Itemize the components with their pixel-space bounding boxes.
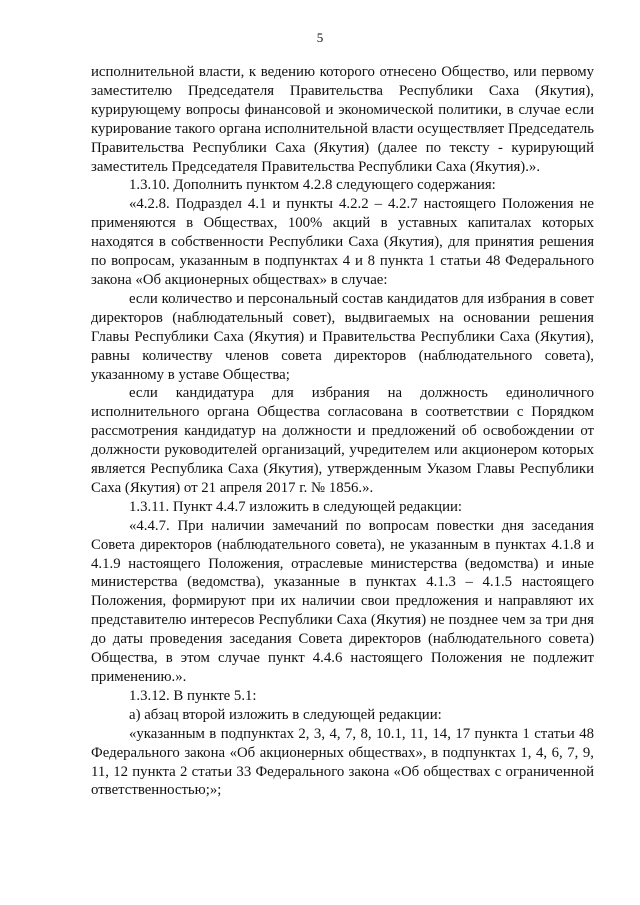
paragraph-4-4-7: «4.4.7. При наличии замечаний по вопросам повестки дня заседания Совета директоров (наблюдательного совета), не указанным в пунктах 4.1.8 и 4.1.9 настоящего Положения, отраслевые министерства (ведомства) и иные министерства (ведомства), указанные в пунктах 4.1.3 – 4.1.5 настоящего Положения, формируют при их наличии свои предложения и направляют их представителю интересов Республики Саха (Якутия) не позднее чем за три дня до даты проведения заседания Совета директоров (наблюдательного совета) Общества, в этом случае пункт 4.4.6 настоящего Положения не подлежит применению.». — [91, 517, 594, 685]
paragraph-4-2-8: «4.2.8. Подраздел 4.1 и пункты 4.2.2 – 4.2.7 настоящего Положения не применяются в Обществах, 100% акций в уставных капиталах которых находятся в собственности Республики Саха (Якутия), для принятия решения по вопросам, указанным в подпунктах 4 и 8 пункта 1 статьи 48 Федерального закона «Об акционерных обществах» в случае: — [91, 196, 594, 288]
paragraph-1-3-11: 1.3.11. Пункт 4.4.7 изложить в следующей редакции: — [129, 498, 463, 515]
paragraph-item-a: а) абзац второй изложить в следующей редакции: — [129, 706, 442, 723]
paragraph-continuation: исполнительной власти, к ведению которого отнесено Общество, или первому заместителю Председателя Правительства Республики Саха (Якутия), курирующему вопросы финансовой и экономической политики, в случае если курирование такого органа исполнительной власти осуществляет Председатель Правительства Республики Саха (Якутия) (далее по тексту - курирующий заместитель Председателя Правительства Республики Саха (Якутия).». — [91, 64, 594, 175]
paragraph-condition-directors: если количество и персональный состав кандидатов для избрания в совет директоров (наблюдательный совет), выдвигаемых на основании решения Главы Республики Саха (Якутия) и Правительства Республики Саха (Якутия), равны количеству членов совета директоров (наблюдательного совета), указанному в уставе Общества; — [91, 290, 594, 383]
document-body — [91, 63, 594, 800]
paragraph-condition-executive: если кандидатура для избрания на должность единоличного исполнительного органа Общества согласована в соответствии с Порядком рассмотрения кандидатур на должности и предложений об освобождении от должности руководителей организаций, учредителем или акционером которых является Республика Саха (Якутия), утвержденным Указом Главы Республики Саха (Якутия) от 21 апреля 2017 г. № 1856.». — [91, 385, 594, 496]
paragraph-item-a-text: «указанным в подпунктах 2, 3, 4, 7, 8, 10.1, 11, 14, 17 пункта 1 статьи 48 Федерального закона «Об акционерных обществах», в подпунктах 1, 4, 6, 7, 9, 11, 12 пункта 2 статьи 33 Федерального закона «Об обществах с ограниченной ответственностью;»; — [91, 725, 594, 799]
page-number: 5 — [316, 30, 324, 45]
paragraph-1-3-10: 1.3.10. Дополнить пунктом 4.2.8 следующего содержания: — [129, 177, 496, 194]
paragraph-1-3-12: 1.3.12. В пункте 5.1: — [129, 687, 257, 704]
